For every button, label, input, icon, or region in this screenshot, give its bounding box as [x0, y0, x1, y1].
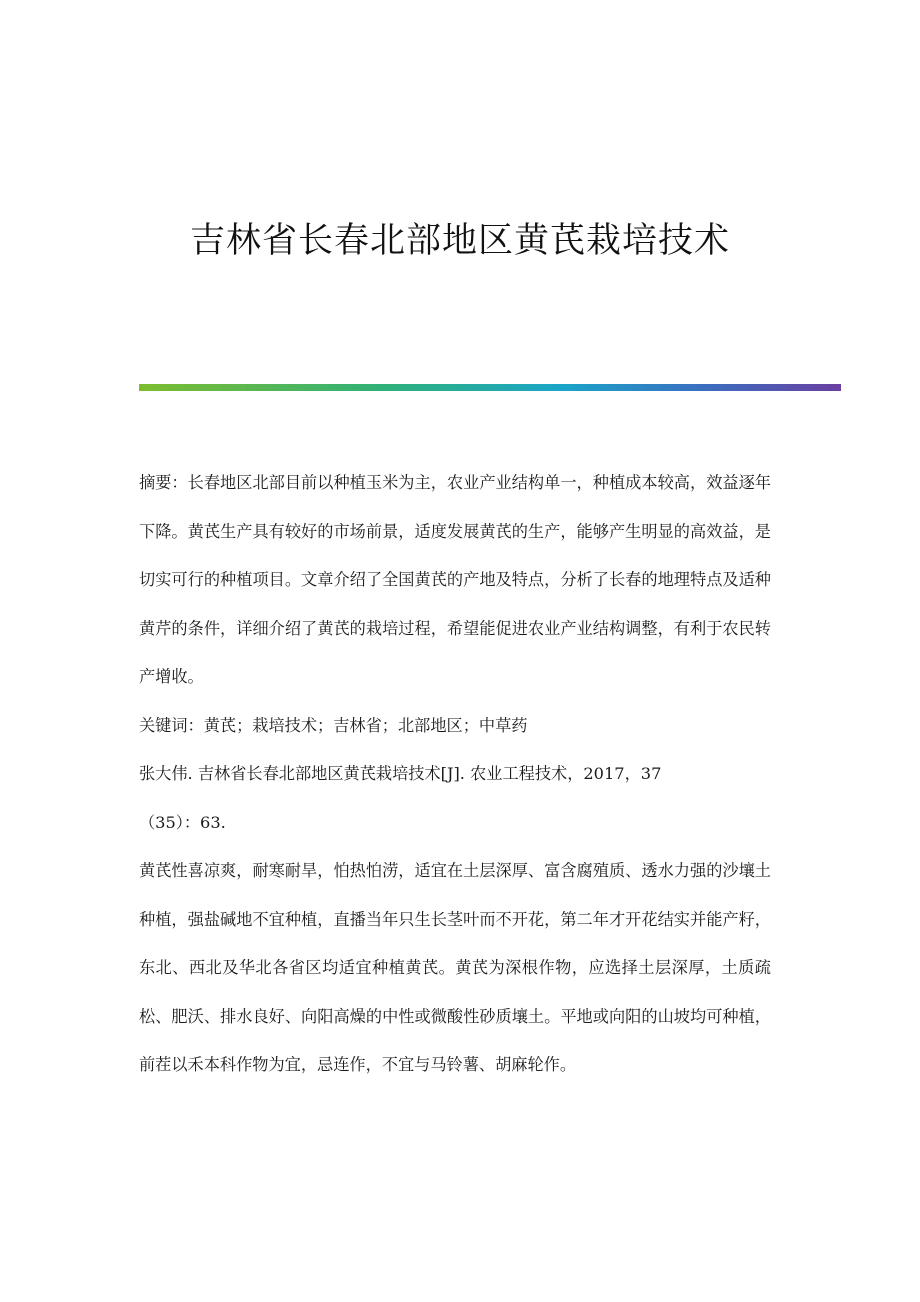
keywords-paragraph: 关键词：黄芪；栽培技术；吉林省；北部地区；中草药: [139, 715, 528, 735]
citation-line-1: 张大伟. 吉林省长春北部地区黄芪栽培技术[J]. 农业工程技术，2017，37: [139, 764, 662, 783]
citation-line-2: （35）：63.: [139, 812, 226, 832]
body-paragraph: 黄芪性喜凉爽，耐寒耐旱，怕热怕涝，适宜在土层深厚、富含腐殖质、透水力强的沙壤土种植，强盐碱地不宜种植，直播当年只生长茎叶而不开花，第二年才开花结实并能产籽，东北、西北及华北各省区均适宜种植黄芪。黄芪为深根作物，应选择土层深厚，土质疏松、肥沃、排水良好、向阳高燥的中性或微酸性砂质壤土。平地或向阳的山坡均可种植，前茬以禾本科作物为宜，忌连作，不宜与马铃薯、胡麻轮作。: [139, 861, 771, 1074]
document-body: [139, 459, 771, 1090]
title-divider: [139, 384, 841, 391]
citation-paragraph: [139, 750, 771, 847]
abstract-paragraph: 摘要：长春地区北部目前以种植玉米为主，农业产业结构单一，种植成本较高，效益逐年下降。黄芪生产具有较好的市场前景，适度发展黄芪的生产，能够产生明显的高效益，是切实可行的种植项目。文章介绍了全国黄芪的产地及特点，分析了长春的地理特点及适种黄芹的条件，详细介绍了黄芪的栽培过程，希望能促进农业产业结构调整，有利于农民转产增收。: [139, 473, 771, 686]
document-title: 吉林省长春北部地区黄芪栽培技术: [189, 221, 730, 261]
